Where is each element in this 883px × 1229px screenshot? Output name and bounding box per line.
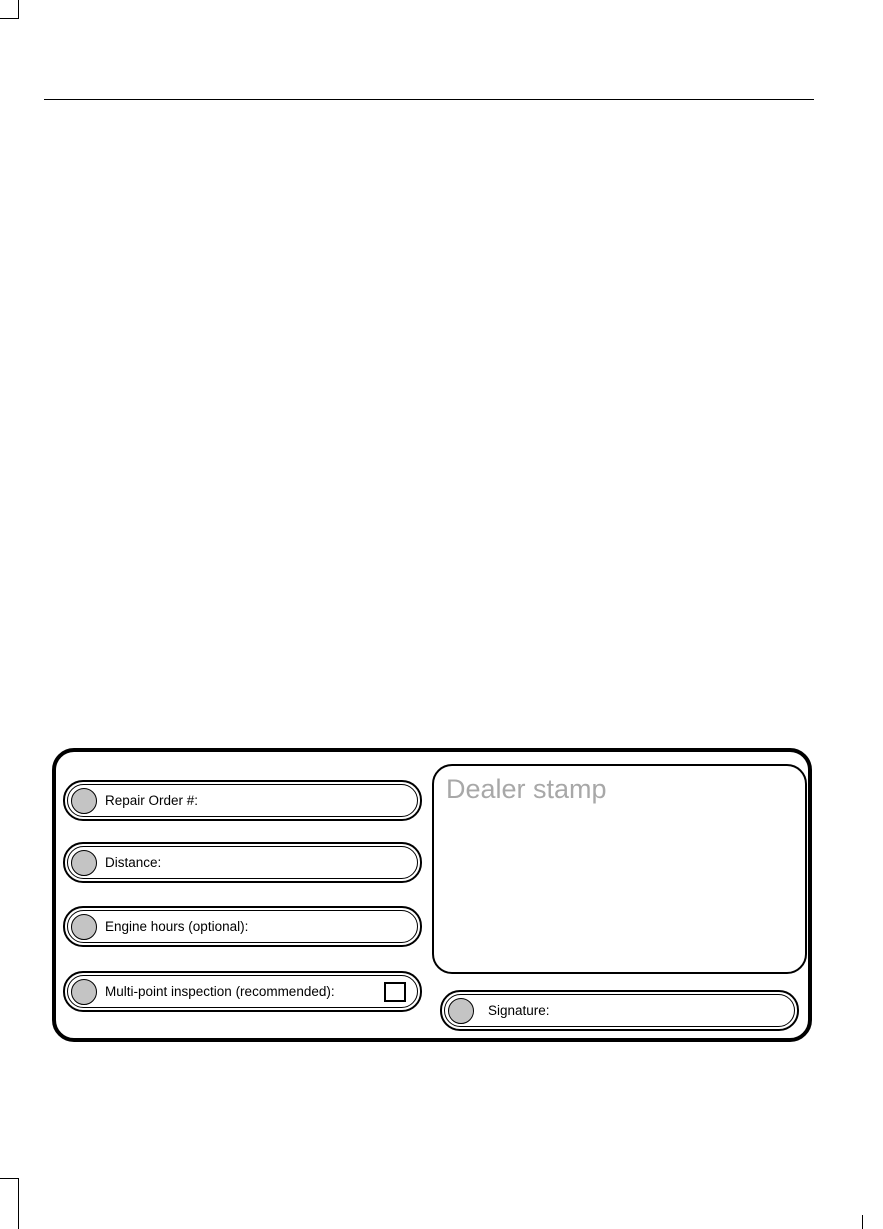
- field-marker-icon: [71, 788, 97, 814]
- dealer-stamp-box: [432, 764, 807, 974]
- field-marker-icon: [71, 979, 97, 1005]
- distance-field[interactable]: [63, 842, 422, 883]
- header-rule: [44, 99, 814, 100]
- repair-order-field[interactable]: [63, 780, 422, 821]
- inspection-checkbox[interactable]: [384, 982, 406, 1002]
- distance-label: Distance:: [105, 854, 162, 870]
- signature-label: Signature:: [488, 1002, 550, 1018]
- repair-order-label: Repair Order #:: [105, 792, 199, 808]
- dealer-stamp-label: Dealer stamp: [446, 774, 607, 804]
- crop-mark-top-left-horizontal: [0, 18, 19, 19]
- crop-mark-bottom-left-horizontal: [0, 1178, 19, 1179]
- crop-mark-top-left-vertical: [18, 0, 19, 18]
- field-marker-icon: [448, 998, 474, 1024]
- crop-mark-bottom-right-vertical: [862, 1215, 863, 1229]
- engine-hours-field[interactable]: [63, 906, 422, 947]
- inspection-label: Multi-point inspection (recommended):: [105, 983, 335, 999]
- signature-field[interactable]: [440, 990, 799, 1031]
- field-marker-icon: [71, 850, 97, 876]
- crop-mark-bottom-left-vertical: [18, 1178, 19, 1229]
- engine-hours-label: Engine hours (optional):: [105, 918, 249, 934]
- field-marker-icon: [71, 914, 97, 940]
- inspection-field: [63, 971, 422, 1012]
